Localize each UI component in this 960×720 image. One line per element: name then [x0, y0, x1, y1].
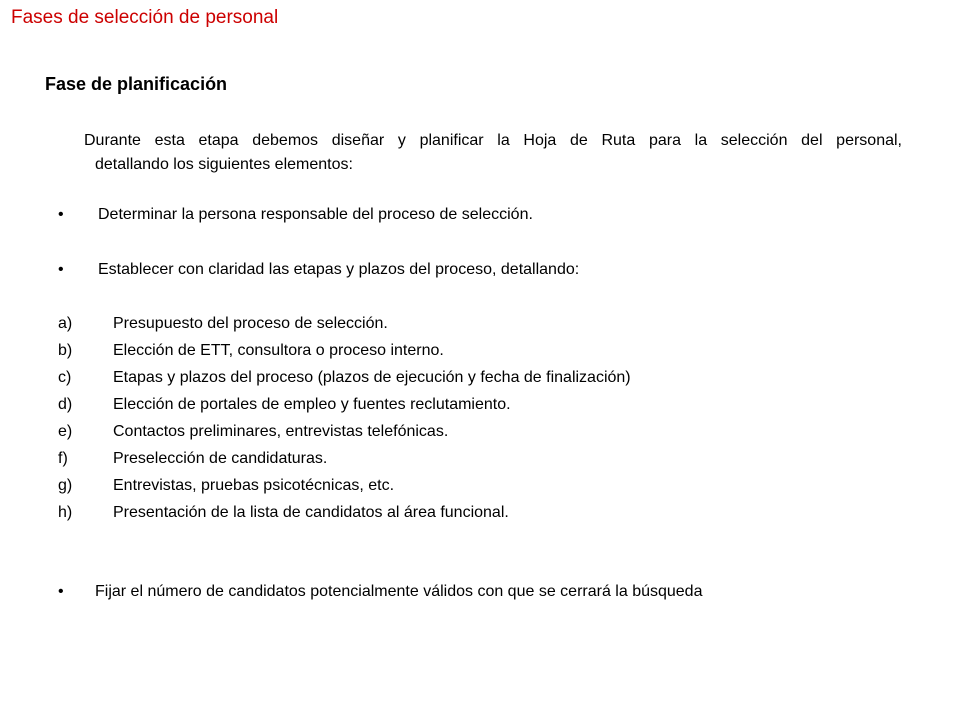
intro-paragraph: [84, 129, 902, 177]
list-text: Contactos preliminares, entrevistas telefónicas.: [113, 423, 449, 440]
list-item: [58, 341, 631, 368]
bullet-item: [58, 583, 702, 601]
intro-line-1: Durante esta etapa debemos diseñar y planificar la Hoja de Ruta para la selección del personal,: [84, 132, 902, 149]
list-text: Etapas y plazos del proceso (plazos de ejecución y fecha de finalización): [113, 369, 631, 386]
list-letter: g): [58, 477, 73, 494]
bullet-icon: •: [58, 261, 64, 278]
bullet-icon: •: [58, 583, 64, 600]
bullet-text: Establecer con claridad las etapas y plazos del proceso, detallando:: [98, 261, 580, 278]
slide-title: Fases de selección de personal: [11, 7, 279, 28]
list-text: Presupuesto del proceso de selección.: [113, 315, 388, 332]
list-item: [58, 449, 631, 476]
list-letter: h): [58, 504, 73, 521]
list-item: [58, 503, 631, 530]
list-letter: e): [58, 423, 73, 440]
list-text: Elección de portales de empleo y fuentes reclutamiento.: [113, 396, 511, 413]
intro-line-2: detallando los siguientes elementos:: [95, 156, 353, 173]
list-text: Preselección de candidaturas.: [113, 450, 328, 467]
list-item: [58, 395, 631, 422]
list-letter: d): [58, 396, 73, 413]
list-letter: a): [58, 315, 73, 332]
list-text: Elección de ETT, consultora o proceso interno.: [113, 342, 444, 359]
bullet-item: [58, 206, 533, 224]
list-item: [58, 422, 631, 449]
section-heading: Fase de planificación: [45, 74, 228, 94]
bullet-text: Fijar el número de candidatos potencialmente válidos con que se cerrará la búsqueda: [95, 583, 703, 600]
bullet-icon: •: [58, 206, 64, 223]
list-item: [58, 476, 631, 503]
bullet-text: Determinar la persona responsable del proceso de selección.: [98, 206, 533, 223]
list-text: Presentación de la lista de candidatos al área funcional.: [113, 504, 509, 521]
list-letter: b): [58, 342, 73, 359]
list-item: [58, 314, 631, 341]
list-item: [58, 368, 631, 395]
list-letter: f): [58, 450, 68, 467]
list-text: Entrevistas, pruebas psicotécnicas, etc.: [113, 477, 395, 494]
list-letter: c): [58, 369, 72, 386]
sub-list: [58, 314, 631, 530]
bullet-item: [58, 261, 579, 279]
